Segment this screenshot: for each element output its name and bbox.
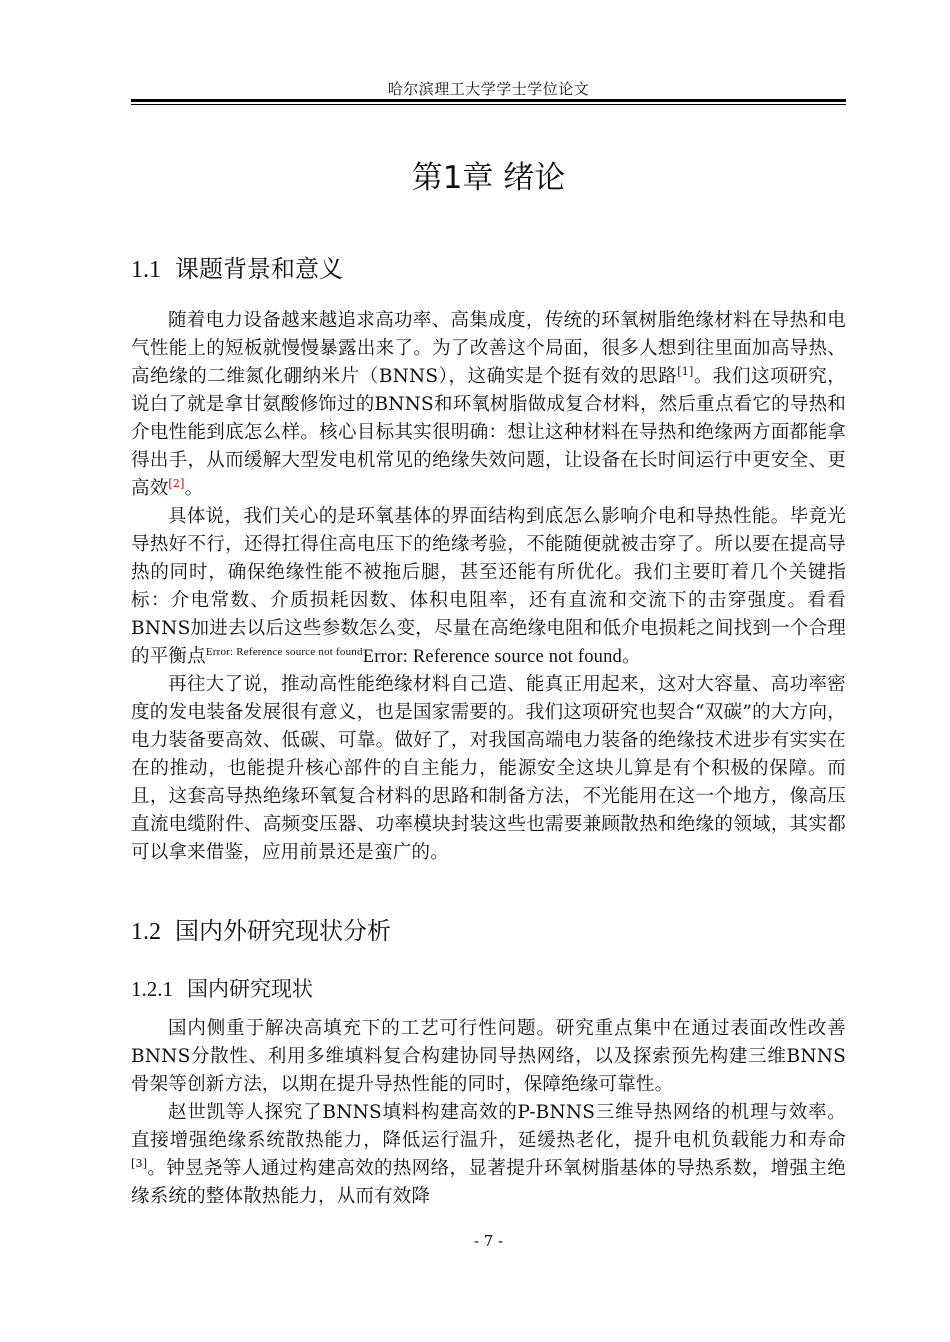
- subsection-heading-1-2-1: [131, 973, 846, 1003]
- running-header: 哈尔滨理工大学学士学位论文: [387, 80, 590, 98]
- section-heading-1-1: [131, 249, 846, 284]
- citation-3[interactable]: [3]: [131, 1157, 148, 1170]
- subsection-title: 国内研究现状: [187, 977, 313, 1001]
- paragraph-3: 再往大了说，推动高性能绝缘材料自己造、能真正用起来，这对大容量、高功率密度的发电装备发展很有意义，也是国家需要的。我们这项研究也契合“双碳”的大方向，电力装备要高效、低碳、可靠。做好了，对我国高端电力装备的绝缘技术进步有实实在在的推动，也能提升核心部件的自主能力，能源安全这块儿算是有个积极的保障。而且，这套高导热绝缘环氧复合材料的思路和制备方法，不光能用在这一个地方，像高压直流电缆附件、高频变压器、功率模块封装这些也需要兼顾散热和绝缘的领域，其实都可以拿来借鉴，应用前景还是蛮广的。: [131, 674, 846, 863]
- paragraph-1: 随着电力设备越来越追求高功率、高集成度，传统的环氧树脂绝缘材料在导热和电气性能上的短板就慢慢暴露出来了。为了改善这个局面，很多人想到往里面加高导热、高绝缘的二维氮化硼纳米片（BNNS），这确实是个挺有效的思路[1]。我们这项研究，说白了就是拿甘氨酸修饰过的BNNS和环氧树脂做成复合材料，然后重点看它的导热和介电性能到底怎么样。核心目标其实很明确：想让这种材料在导热和绝缘两方面都能拿得出手，从而缓解大型发电机常见的绝缘失效问题，让设备在长时间运行中更安全、更高效[2]。: [131, 310, 846, 499]
- section-number: 1.1: [131, 257, 161, 283]
- header-rule-thick: [131, 99, 846, 102]
- section-1-2-1-body: [131, 1015, 846, 1211]
- reference-error: Error: Reference source not found: [362, 647, 623, 667]
- section-1-1-body: [131, 307, 846, 867]
- paragraph-5: 赵世凯等人探究了BNNS填料构建高效的P-BNNS三维导热网络的机理与效率。直接增强绝缘系统散热能力，降低运行温升，延缓热老化，提升电机负载能力和寿命[3]。钟昱尧等人通过构建高效的热网络，显著提升环氧树脂基体的导热系数，增强主绝缘系统的整体散热能力，从而有效降: [131, 1102, 846, 1207]
- header-rule-thin: [131, 104, 846, 105]
- citation-1[interactable]: [1]: [677, 365, 694, 378]
- section-title: 课题背景和意义: [175, 255, 343, 283]
- reference-error-small: Error: Reference source not found: [205, 646, 363, 658]
- section-number: 1.2: [131, 919, 161, 945]
- subsection-number: 1.2.1: [131, 977, 173, 1001]
- paragraph-4: 国内侧重于解决高填充下的工艺可行性问题。研究重点集中在通过表面改性改善BNNS分散性、利用多维填料复合构建协同导热网络，以及探索预先构建三维BNNS骨架等创新方法，以期在提升导热性能的同时，保障绝缘可靠性。: [131, 1018, 846, 1095]
- page-number: - 7 -: [473, 1232, 504, 1250]
- section-title: 国内外研究现状分析: [175, 917, 391, 945]
- section-heading-1-2: [131, 911, 846, 946]
- paragraph-2: 具体说，我们关心的是环氧基体的界面结构到底怎么影响介电和导热性能。毕竟光导热好不行，还得扛得住高电压下的绝缘考验，不能随便就被击穿了。所以要在提高导热的同时，确保绝缘性能不被拖后腿，甚至还能有所优化。我们主要盯着几个关键指标：介电常数、介质损耗因数、体积电阻率，还有直流和交流下的击穿强度。看看BNNS加进去以后这些参数怎么变，尽量在高绝缘电阻和低介电损耗之间找到一个合理的平衡点$^{Error: Reference source not found}$Error: Reference source not found。: [131, 506, 846, 667]
- citation-2[interactable]: [2]: [168, 477, 185, 490]
- chapter-title: 第1章 绪论: [411, 160, 566, 196]
